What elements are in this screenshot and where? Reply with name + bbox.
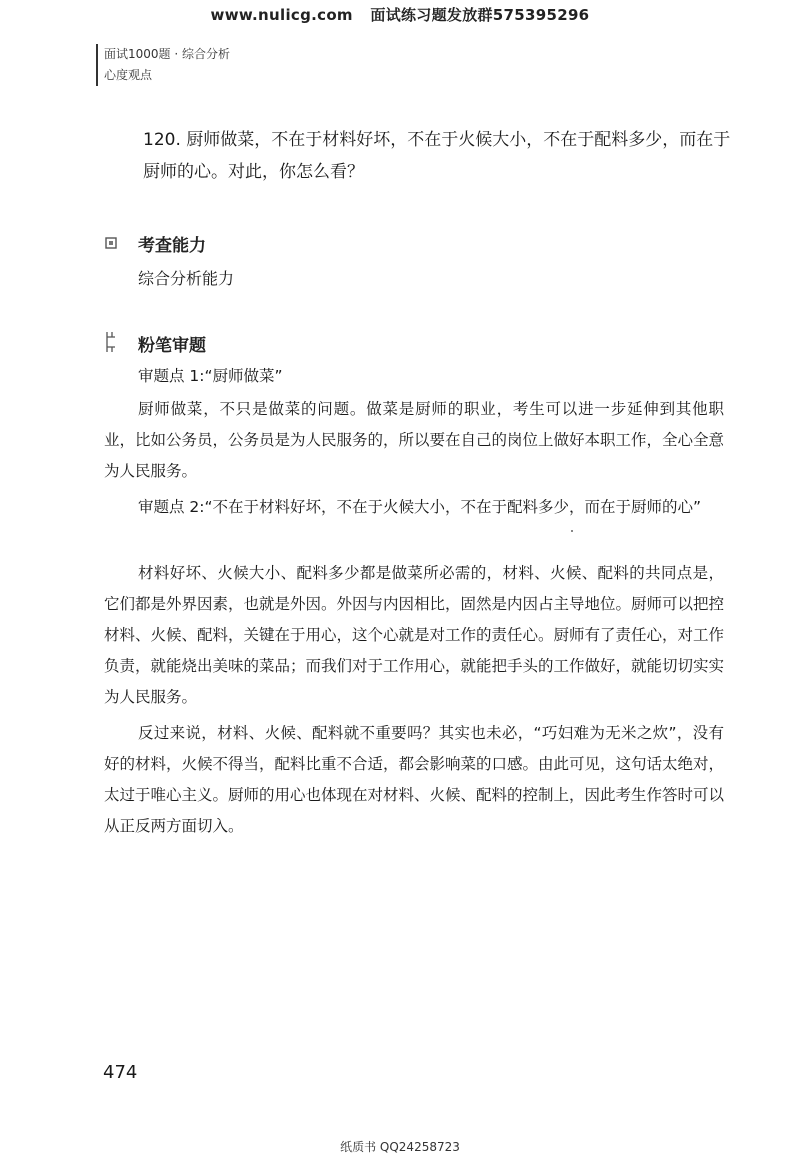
watermark-group: 面试练习题发放群575395296 <box>370 6 590 24</box>
point1-label: 审题点 1:“厨师做菜” <box>138 367 283 385</box>
section-square-icon <box>104 236 118 250</box>
section-bracket-icon <box>104 331 118 353</box>
running-head <box>96 44 230 86</box>
point3-paragraph: 反过来说，材料、火候、配料就不重要吗？其实也未必，“巧妇难为无米之炊”，没有好的材料，火候不得当，配料比重不合适，都会影响菜的口感。由此可见，这句话太绝对，太过于唯心主义。厨师的用心也体现在对材料、火候、配料的控制上，因此考生作答时可以从正反两方面切入。 <box>104 724 725 835</box>
question-text: 120. 厨师做菜，不在于材料好坏，不在于火候大小，不在于配料多少，而在于厨师的心。对此，你怎么看？ <box>143 130 731 182</box>
point2-label: 审题点 2:“不在于材料好坏，不在于火候大小，不在于配料多少，而在于厨师的心” <box>138 498 702 516</box>
ability-value: 综合分析能力 <box>138 269 235 288</box>
section-title-ability: 考查能力 <box>138 236 206 256</box>
point2-paragraph: 材料好坏、火候大小、配料多少都是做菜所必需的，材料、火候、配料的共同点是，它们都是外界因素，也就是外因。外因与内因相比，固然是内因占主导地位。厨师可以把控材料、火候、配料，关键在于用心，这个心就是对工作的责任心。厨师有了责任心，对工作负责，就能烧出美味的菜品；而我们对于工作用心，就能把手头的工作做好，就能切切实实为人民服务。 <box>104 564 725 706</box>
book-title: 面试1000题 · 综合分析 <box>104 47 230 61</box>
watermark-site: www.nulicg.com <box>210 6 353 24</box>
chapter-title: 心度观点 <box>104 68 153 82</box>
point1-paragraph: 厨师做菜，不只是做菜的问题。做菜是厨师的职业，考生可以进一步延伸到其他职业，比如公务员，公务员是为人民服务的，所以要在自己的岗位上做好本职工作，全心全意为人民服务。 <box>104 400 725 480</box>
page-number: 474 <box>103 1062 138 1083</box>
footer-note: 纸质书 QQ24258723 <box>340 1140 460 1154</box>
speck-dot <box>571 530 573 532</box>
section-title-analysis: 粉笔审题 <box>138 336 206 356</box>
watermark-banner <box>0 4 800 25</box>
